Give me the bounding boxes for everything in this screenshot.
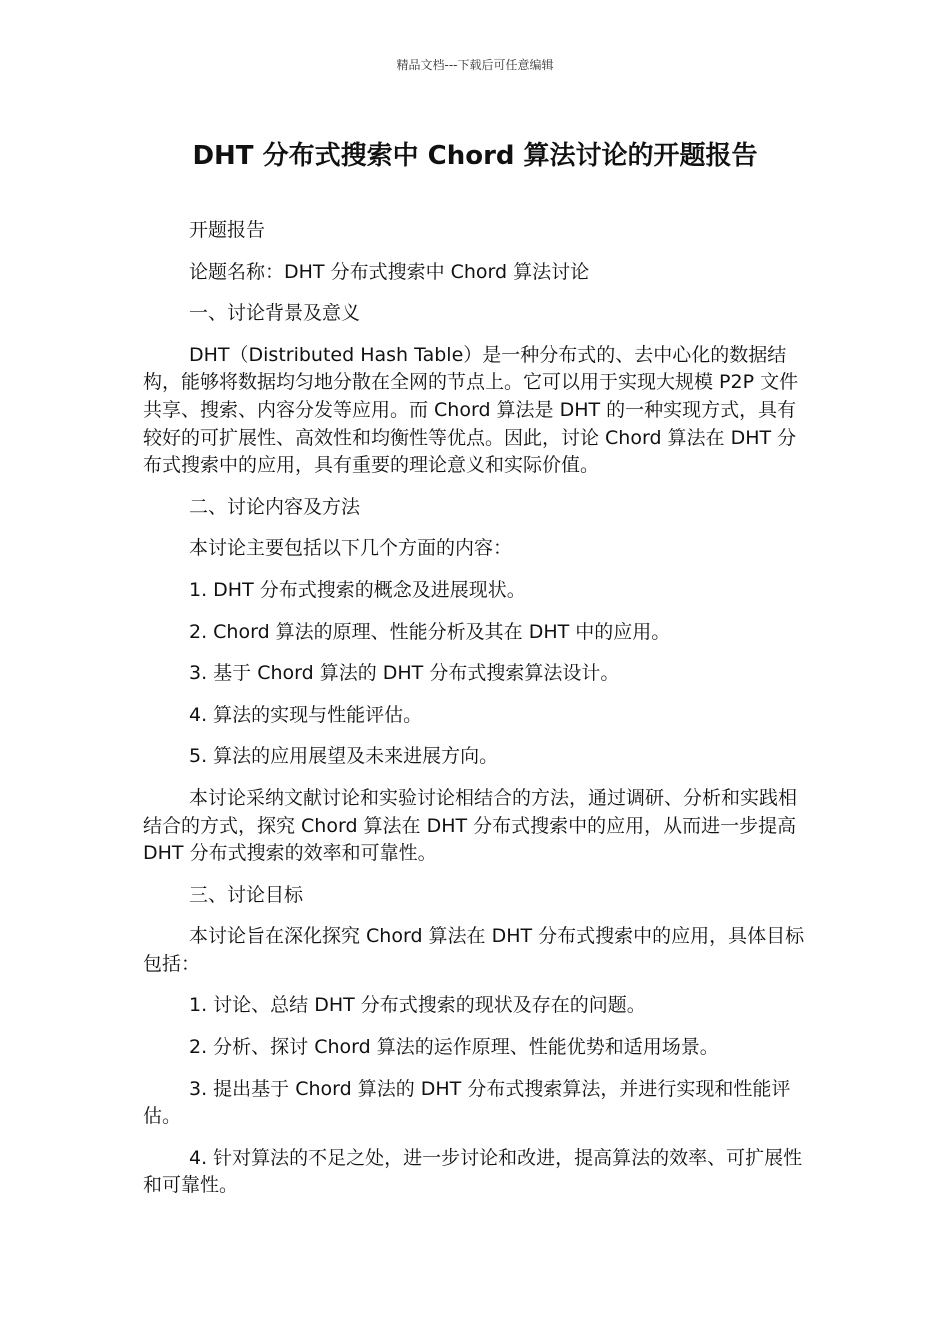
- list-item: 4. 算法的实现与性能评估。: [189, 703, 423, 726]
- document-title: DHT 分布式搜索中 Chord 算法讨论的开题报告: [192, 141, 758, 171]
- list-item: 2. 分析、探讨 Chord 算法的运作原理、性能优势和适用场景。: [189, 1036, 719, 1059]
- list-item: 3. 基于 Chord 算法的 DHT 分布式搜索算法设计。: [189, 662, 620, 685]
- section-heading-goals: 三、讨论目标: [189, 883, 304, 906]
- topic-name: 论题名称：DHT 分布式搜索中 Chord 算法讨论: [189, 260, 590, 283]
- section-heading-background: 一、讨论背景及意义: [189, 302, 361, 325]
- paragraph-goals-intro: 本讨论旨在深化探究 Chord 算法在 DHT 分布式搜索中的应用，具体目标包括：: [143, 925, 805, 975]
- paragraph-content-intro: 本讨论主要包括以下几个方面的内容：: [189, 537, 513, 560]
- list-item: 4. 针对算法的不足之处，进一步讨论和改进，提高算法的效率、可扩展性和可靠性。: [143, 1146, 803, 1197]
- list-item: 5. 算法的应用展望及未来进展方向。: [189, 745, 499, 768]
- section-heading-content-methods: 二、讨论内容及方法: [189, 495, 361, 518]
- document-body: [143, 217, 811, 1214]
- paragraph-methods: 本讨论采纳文献讨论和实验讨论相结合的方法，通过调研、分析和实践相结合的方式，探究 Chord 算法在 DHT 分布式搜索中的应用，从而进一步提高 DHT 分布式搜索的效率和可靠性。: [143, 786, 798, 865]
- page-header-note: 精品文档---下载后可任意编辑: [396, 58, 554, 72]
- paragraph-background: DHT（Distributed Hash Table）是一种分布式的、去中心化的数据结构，能够将数据均匀地分散在全网的节点上。它可以用于实现大规模 P2P 文件共享、搜索、内容分发等应用。而 Chord 算法是 DHT 的一种实现方式，具有较好的可扩展性、高效性和均衡性等优点。因此，讨论 Chord 算法在 DHT 分布式搜索中的应用，具有重要的理论意义和实际价值。: [143, 343, 799, 477]
- list-item: 1. DHT 分布式搜索的概念及进展现状。: [189, 578, 526, 601]
- list-item: 3. 提出基于 Chord 算法的 DHT 分布式搜索算法，并进行实现和性能评估。: [143, 1077, 791, 1128]
- section-label-report: 开题报告: [189, 219, 266, 241]
- list-item: 2. Chord 算法的原理、性能分析及其在 DHT 中的应用。: [189, 620, 671, 643]
- list-item: 1. 讨论、总结 DHT 分布式搜索的现状及存在的问题。: [189, 994, 646, 1017]
